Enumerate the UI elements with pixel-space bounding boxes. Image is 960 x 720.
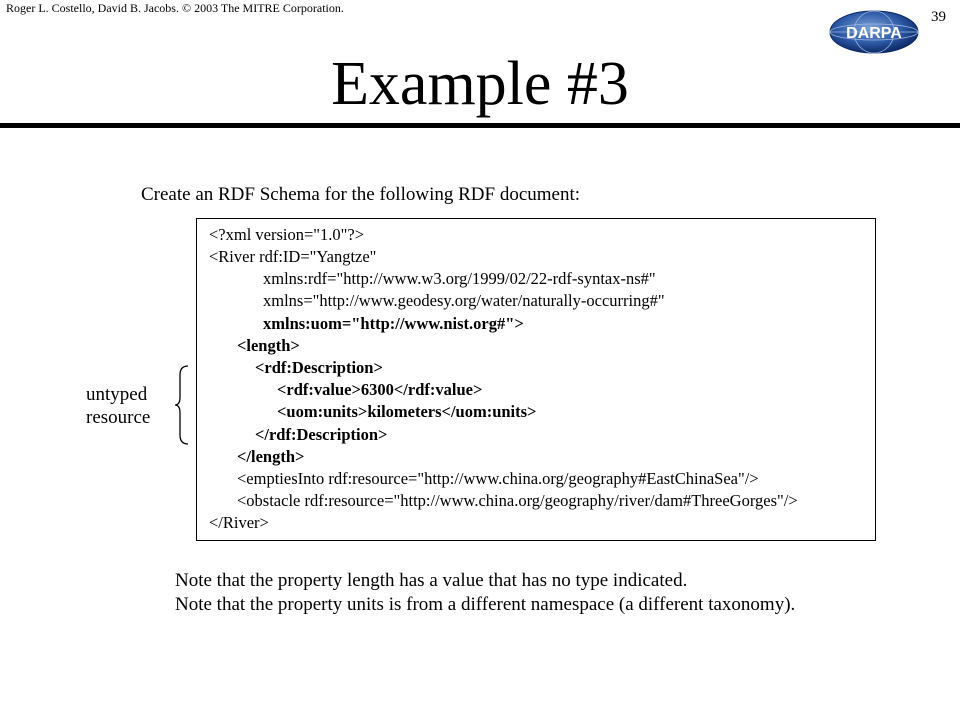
left-brace	[174, 365, 190, 445]
code-line: xmlns="http://www.geodesy.org/water/naturally-occurring#"	[263, 291, 665, 310]
code-line: <rdf:value>6300</rdf:value>	[277, 380, 483, 399]
code-line: <?xml version="1.0"?>	[209, 225, 365, 244]
code-line: </length>	[237, 447, 305, 466]
code-line: <uom:units>kilometers</uom:units>	[277, 402, 537, 421]
darpa-logo-text: DARPA	[846, 25, 902, 42]
slide-title: Example #3	[331, 50, 629, 118]
code-line: <River rdf:ID="Yangtze"	[209, 247, 377, 266]
page-number: 39	[931, 9, 946, 25]
note-line: Note that the property units is from a different namespace (a different taxonomy).	[175, 594, 796, 615]
code-line: xmlns:rdf="http://www.w3.org/1999/02/22-rdf-syntax-ns#"	[263, 269, 656, 288]
code-line: <emptiesInto rdf:resource="http://www.china.org/geography#EastChinaSea"/>	[237, 469, 759, 488]
code-line: xmlns:uom="http://www.nist.org#">	[263, 314, 524, 333]
code-line: </rdf:Description>	[255, 425, 388, 444]
code-line: <obstacle rdf:resource="http://www.china.org/geography/river/dam#ThreeGorges"/>	[237, 491, 798, 510]
title-divider	[0, 123, 960, 128]
rdf-code-box	[196, 218, 876, 541]
untyped-resource-label	[86, 383, 150, 429]
intro-text: Create an RDF Schema for the following RDF document:	[141, 184, 581, 205]
notes	[175, 569, 795, 617]
code-line: <rdf:Description>	[255, 358, 383, 377]
side-label-line-1: untyped	[86, 384, 148, 405]
note-line: Note that the property length has a value that has no type indicated.	[175, 570, 688, 591]
code-line: <length>	[237, 336, 300, 355]
code-line: </River>	[209, 513, 269, 532]
copyright-text: Roger L. Costello, David B. Jacobs. © 2003 The MITRE Corporation.	[6, 1, 344, 15]
side-label-line-2: resource	[86, 407, 151, 428]
